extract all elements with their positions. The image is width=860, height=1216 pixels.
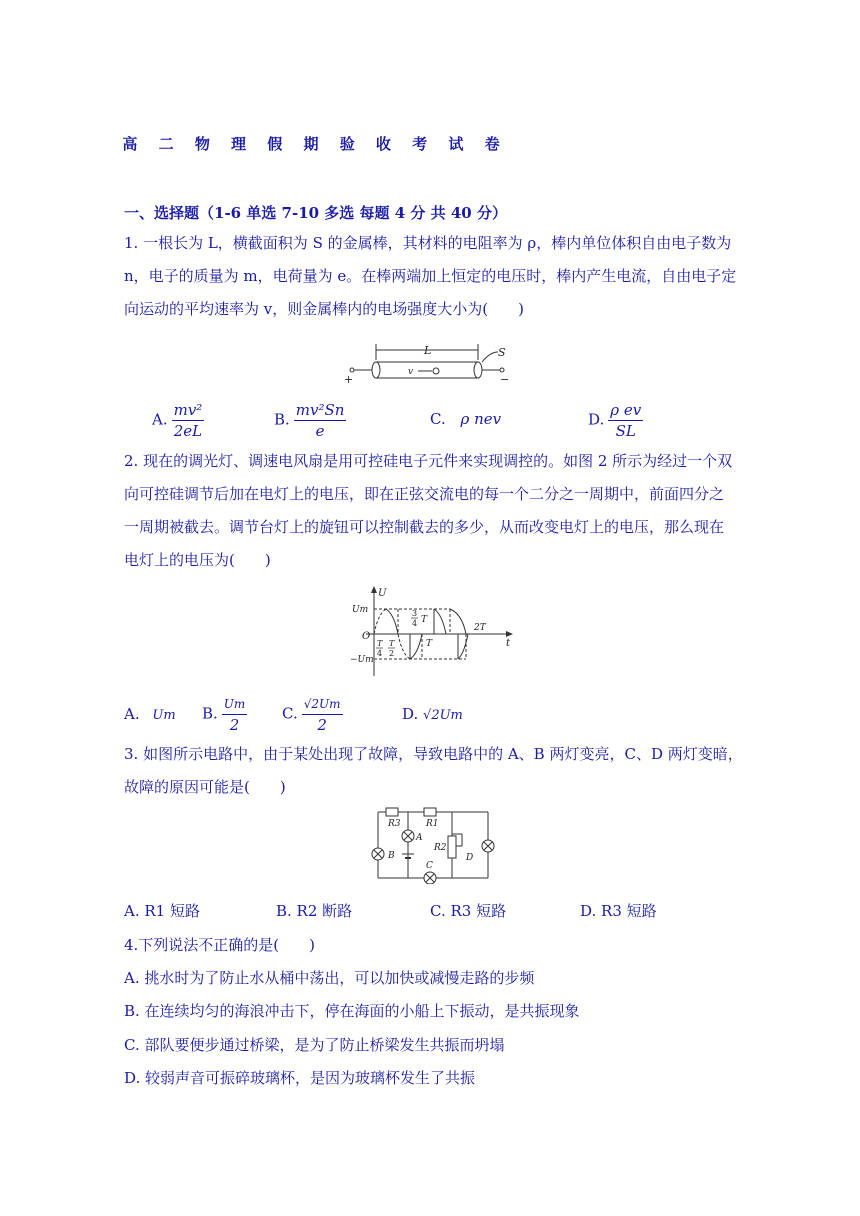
q1-option-d-label: D. [588, 410, 605, 429]
q2-tick-34-T: T [421, 615, 428, 625]
q1-option-d-den: SL [615, 422, 636, 440]
q3-option-c[interactable]: C. R3 短路 [430, 902, 507, 920]
q1-label-L: L [424, 344, 432, 357]
q1-option-c[interactable] [430, 410, 501, 428]
q2-option-a-label: A. [124, 705, 140, 723]
q3-label-C: C [426, 861, 433, 871]
q1-rod-figure [340, 338, 520, 388]
q1-label-S: S [498, 346, 506, 359]
q4-option-b[interactable]: B. 在连续均匀的海浪冲击下，停在海面的小船上下振动，是共振现象 [124, 1002, 580, 1020]
page-title: 高 二 物 理 假 期 验 收 考 试 卷 [122, 135, 508, 153]
q2-option-d[interactable] [402, 705, 463, 723]
q2-tick-T2-den: 2 [389, 649, 395, 658]
q1-option-b-den: e [315, 422, 325, 440]
q3-option-a[interactable]: A. R1 短路 [124, 902, 200, 920]
q2-option-c-label: C. [282, 704, 298, 723]
q2-tick-T: T [426, 639, 433, 649]
q1-option-c-text: ρ nev [460, 410, 502, 428]
q2-option-b-den: 2 [229, 716, 240, 734]
q4-stem: 4.下列说法不正确的是( ) [124, 936, 316, 954]
q1-line-3: 向运动的平均速率为 v，则金属棒内的电场强度大小为( ) [124, 300, 524, 318]
q2-tick-T4-num: T [377, 639, 383, 648]
q2-tick-T2-num: T [389, 639, 395, 648]
q2-tick-2T: 2T [474, 623, 486, 633]
q2-option-d-text: √2Um [423, 708, 463, 723]
q1-option-a-num: mv² [173, 401, 203, 419]
q1-line-1: 1. 一根长为 L，横截面积为 S 的金属棒，其材料的电阻率为 ρ，棒内单位体积自由电子数为 [124, 234, 732, 252]
q3-line-2: 故障的原因可能是( ) [124, 778, 286, 796]
q1-option-b-num: mv²Sn [295, 401, 345, 419]
q3-label-R3: R3 [388, 819, 401, 829]
q2-option-b-label: B. [202, 704, 218, 723]
q2-option-d-label: D. [402, 705, 419, 723]
q2-tick-34-num: 3 [412, 609, 418, 618]
q2-option-a-text: Um [152, 708, 176, 723]
q2-option-c[interactable] [282, 694, 343, 735]
q1-label-v: v [408, 367, 414, 377]
q3-line-1: 3. 如图所示电路中，由于某处出现了故障，导致电路中的 A、B 两灯变亮，C、D 两灯变暗， [124, 745, 743, 763]
q2-line-3: 一周期被截去。调节台灯上的旋钮可以控制截去的多少，从而改变电灯上的电压，那么现在 [124, 518, 725, 536]
q1-option-a[interactable] [152, 400, 204, 441]
q2-label-Um: Um [352, 605, 369, 615]
q3-label-B: B [388, 851, 395, 861]
q3-label-D: D [466, 853, 474, 863]
q2-label-U: U [378, 588, 387, 599]
q4-option-c[interactable]: C. 部队要便步通过桥梁，是为了防止桥梁发生共振而坍塌 [124, 1036, 505, 1054]
q2-option-c-den: 2 [317, 716, 327, 734]
q2-label-O: O [362, 631, 371, 642]
q2-tick-T4-den: 4 [377, 649, 383, 658]
q4-option-d[interactable]: D. 较弱声音可振碎玻璃杯，是因为玻璃杯发生了共振 [124, 1069, 476, 1087]
q2-label-neg-Um: −Um [350, 655, 374, 665]
q3-label-A: A [416, 833, 423, 843]
q3-option-d[interactable]: D. R3 短路 [580, 902, 657, 920]
q1-option-d[interactable] [588, 400, 643, 441]
q1-plus-sign: + [344, 373, 354, 386]
q4-option-a[interactable]: A. 挑水时为了防止水从桶中荡出，可以加快或减慢走路的步频 [124, 969, 535, 987]
q3-label-R1: R1 [426, 819, 439, 829]
q1-option-a-den: 2eL [173, 422, 203, 440]
q3-option-b[interactable]: B. R2 断路 [276, 902, 353, 920]
q2-line-1: 2. 现在的调光灯、调速电风扇是用可控硅电子元件来实现调控的。如图 2 所示为经过一个双 [124, 452, 733, 470]
q1-minus-sign: − [500, 373, 510, 386]
q2-option-c-num: √2Um [302, 694, 343, 715]
q1-option-c-label: C. [430, 410, 446, 428]
q2-option-a[interactable] [124, 705, 176, 723]
section-heading: 一、选择题（1-6 单选 7-10 多选 每题 4 分 共 40 分） [124, 204, 507, 222]
q2-tick-34-den: 4 [412, 619, 418, 628]
q2-line-4: 电灯上的电压为( ) [124, 551, 271, 569]
q2-option-b-num: Um [222, 694, 248, 715]
q1-option-a-label: A. [152, 410, 168, 429]
q2-label-t: t [506, 638, 511, 649]
q2-line-2: 向可控硅调节后加在电灯上的电压，即在正弦交流电的每一个二分之一周期中，前面四分之 [124, 485, 725, 503]
q1-option-b[interactable] [274, 400, 346, 441]
q1-option-d-num: ρ ev [610, 401, 642, 419]
q1-line-2: n，电子的质量为 m，电荷量为 e。在棒两端加上恒定的电压时，棒内产生电流，自由电子定 [124, 267, 737, 285]
q3-label-R2: R2 [434, 843, 447, 853]
q3-circuit-diagram [366, 804, 496, 884]
q2-voltage-graph [350, 584, 520, 680]
q2-option-b[interactable] [202, 694, 247, 735]
q1-option-b-label: B. [274, 410, 290, 429]
